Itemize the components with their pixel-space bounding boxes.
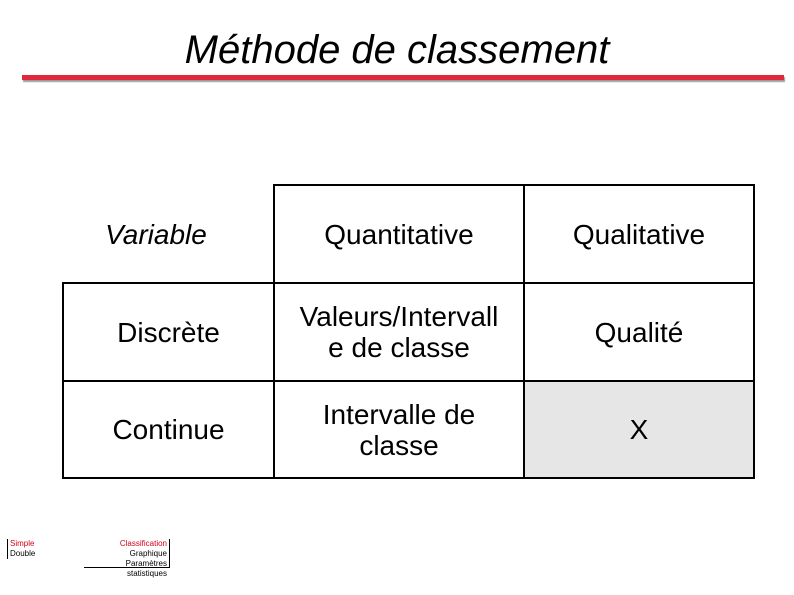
footer-right-legend	[84, 539, 170, 578]
cell-text-line: Intervalle de	[322, 398, 476, 430]
cell-text-line: Valeurs/Intervall	[299, 301, 499, 332]
title-underline	[22, 75, 784, 80]
footer-link-parametres[interactable]: Paramètres statistiques	[125, 559, 167, 578]
header-qualitative: Qualitative	[523, 184, 755, 284]
cell-continue-quantitative	[273, 380, 525, 479]
cell-text-line: e de classe	[328, 332, 470, 363]
row-label-discrete: Discrète	[62, 282, 275, 382]
header-quantitative: Quantitative	[273, 184, 525, 284]
footer-left-legend	[7, 539, 35, 559]
cell-continue-qualitative: X	[523, 380, 755, 479]
slide-title: Méthode de classement	[184, 28, 610, 72]
footer-link-double[interactable]: Double	[10, 549, 36, 558]
cell-discrete-qualitative: Qualité	[523, 282, 755, 382]
corner-header-variable: Variable	[105, 218, 207, 250]
row-label-continue: Continue	[62, 380, 275, 479]
cell-text-line: classe	[359, 429, 439, 461]
footer-link-graphique[interactable]: Graphique	[129, 549, 167, 558]
footer-link-classification[interactable]: Classification	[119, 539, 167, 548]
footer-link-simple[interactable]: Simple	[10, 539, 35, 548]
cell-discrete-quantitative	[273, 282, 525, 382]
